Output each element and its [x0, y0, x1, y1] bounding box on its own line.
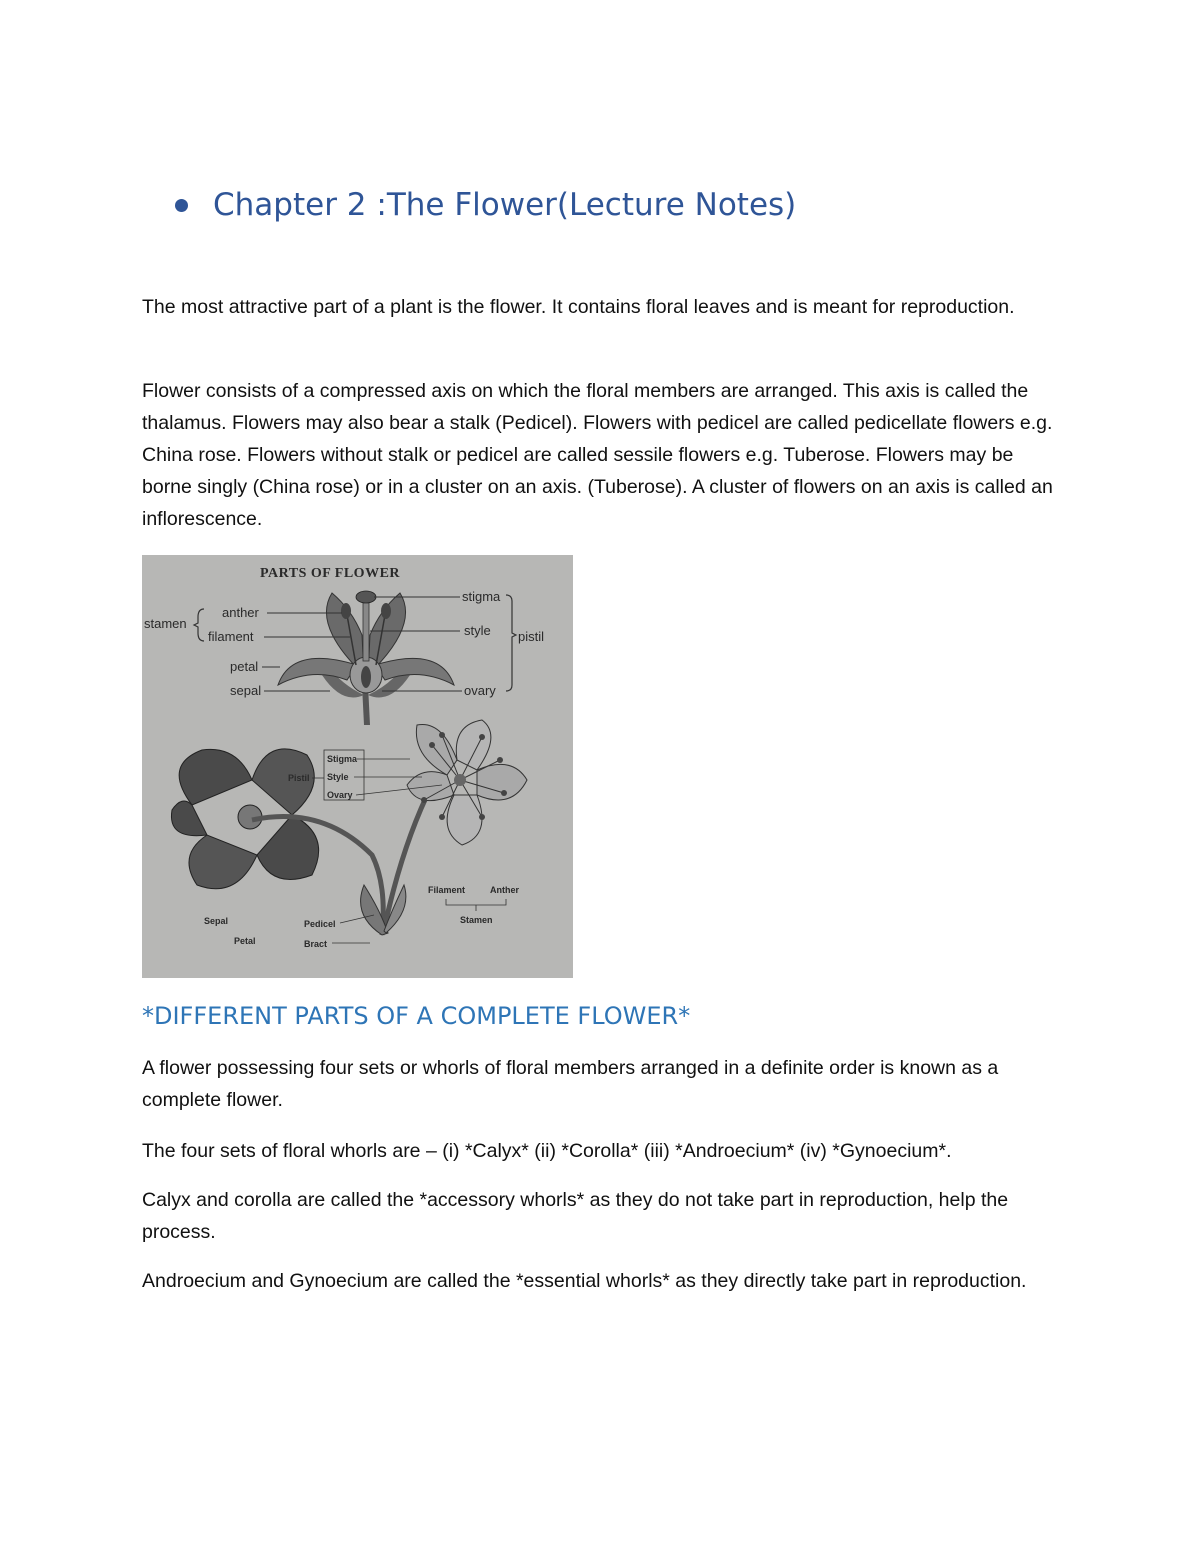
label-ovary-top: ovary	[464, 683, 496, 698]
figure-title: PARTS OF FLOWER	[260, 566, 401, 581]
label-sepal-top: sepal	[230, 683, 262, 698]
label-stigma-bottom: Stigma	[327, 754, 358, 764]
label-anther-top: anther	[222, 605, 259, 620]
label-ovary-bottom: Ovary	[327, 790, 353, 800]
label-petal-bottom: Petal	[234, 936, 256, 946]
label-sepal-bottom: Sepal	[204, 916, 229, 926]
top-flower-drawing	[278, 591, 454, 725]
stamen-bottom-bracket	[446, 899, 506, 905]
parts-of-flower-figure	[142, 555, 573, 978]
section-heading: *DIFFERENT PARTS OF A COMPLETE FLOWER*	[142, 1002, 691, 1030]
label-stamen-top: stamen	[144, 616, 187, 631]
label-bract-bottom: Bract	[304, 939, 328, 949]
label-style-top: style	[464, 623, 491, 638]
pistil-bracket	[506, 595, 516, 691]
stamen-bracket	[194, 609, 204, 641]
chapter-heading	[175, 183, 796, 227]
paragraph-thalamus: Flower consists of a compressed axis on which the floral members are arranged. This axis is called the thalamus. Flowers may also bear a stalk (Pedicel). Flowers with pedicel are called pedicellate flowers e.g. China rose. Flowers without stalk or pedicel are called sessile flowers e.g. Tuberose. Flowers may be borne singly (China rose) or in a cluster on an axis. (Tuberose). A cluster of flowers on an axis is called an inflorescence.	[142, 380, 1053, 530]
label-filament-top: filament	[208, 629, 254, 644]
bottom-flower-drawing	[171, 720, 527, 935]
label-petal-top: petal	[230, 659, 259, 674]
label-filament-bottom: Filament	[428, 885, 466, 895]
label-style-bottom: Style	[327, 772, 349, 782]
paragraph-intro: The most attractive part of a plant is the flower. It contains floral leaves and is meant for reproduction.	[142, 296, 1015, 318]
flower-diagram	[142, 555, 573, 978]
label-anther-bottom: Anther	[490, 885, 519, 895]
label-pistil-top: pistil	[518, 629, 545, 644]
label-stigma-top: stigma	[462, 589, 501, 604]
chapter-heading-text: Chapter 2 :The Flower(Lecture Notes)	[213, 187, 797, 223]
bullet-icon	[175, 199, 188, 212]
label-pistil-bottom: Pistil	[288, 773, 310, 783]
label-stamen-bottom: Stamen	[460, 915, 493, 925]
paragraph-essential-whorls: Androecium and Gynoecium are called the *essential whorls* as they directly take part in reproduction.	[142, 1270, 1027, 1292]
paragraph-accessory-whorls: Calyx and corolla are called the *accessory whorls* as they do not take part in reproduction, help the process.	[142, 1189, 1009, 1243]
paragraph-complete-flower: A flower possessing four sets or whorls of floral members arranged in a definite order is known as a complete flower.	[142, 1057, 999, 1111]
label-pedicel-bottom: Pedicel	[304, 919, 336, 929]
paragraph-four-sets: The four sets of floral whorls are – (i) *Calyx* (ii) *Corolla* (iii) *Androecium* (iv) *Gynoecium*.	[142, 1140, 952, 1162]
